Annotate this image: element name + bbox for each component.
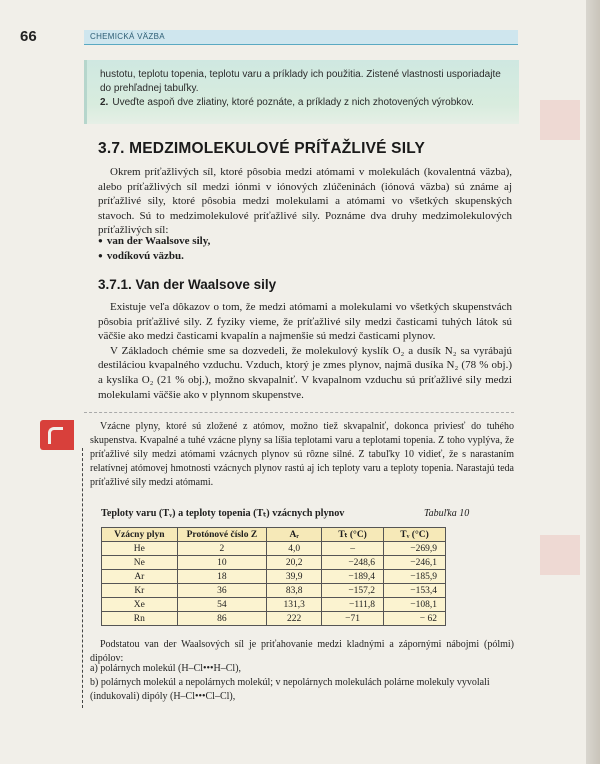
- next-page-edge: [586, 0, 600, 764]
- subsection-body: [98, 300, 512, 402]
- table-cell: −111,8: [322, 598, 384, 612]
- table-cell: Rn: [102, 612, 178, 626]
- show-through-mark: [540, 535, 580, 575]
- table-cell: 10: [177, 556, 266, 570]
- table-cell: Kr: [102, 584, 178, 598]
- table-cell: 131,3: [267, 598, 322, 612]
- table-cell: −157,2: [322, 584, 384, 598]
- table-cell: −71: [322, 612, 384, 626]
- list-item: a) polárnych molekúl (H–Cl•••H–Cl),: [90, 663, 242, 674]
- dipole-list: [90, 662, 514, 704]
- table-header-cell: Vzácny plyn: [102, 528, 178, 542]
- table-cell: −269,9: [384, 542, 446, 556]
- table-cell: 2: [177, 542, 266, 556]
- table-cell: 18: [177, 570, 266, 584]
- table-cell: −248,6: [322, 556, 384, 570]
- exercise-item-text: Uveďte aspoň dve zliatiny, ktoré poznáte, a príklady z nich zhotovených výrobkov.: [112, 97, 474, 108]
- table-cell: 20,2: [267, 556, 322, 570]
- running-header: [84, 30, 518, 45]
- paragraph: V Základoch chémie sme sa dozvedeli, že molekulový kyslík O₂ a dusík N₂ sa vyrábajú destiláciou kvapalného vzduchu. Vzduch, ktorý je zmes plynov, najmä dusíka N₂ (78 % obj.) a kyslíka O₂ (21 % obj.), možno skvapalniť. V kvapalnom vzduchu sú príťažlivé sily medzi molekulami väčšie ako v plynnom skupenstve.: [98, 344, 512, 401]
- table-row: [102, 556, 446, 570]
- show-through-mark: [540, 100, 580, 140]
- table-cell: He: [102, 542, 178, 556]
- table-header-cell: Tₜ (°C): [322, 528, 384, 542]
- paragraph: Podstatou van der Waalsových síl je priťahovanie medzi kladnými a zápornými nábojmi (pólmi) dipólov:: [90, 639, 514, 664]
- table-cell: 4,0: [267, 542, 322, 556]
- table-cell: −189,4: [322, 570, 384, 584]
- table-header-cell: Protónové číslo Z: [177, 528, 266, 542]
- table-cell: 36: [177, 584, 266, 598]
- exercise-item: [100, 96, 510, 110]
- bullet-list: [98, 234, 210, 264]
- table-cell: –: [322, 542, 384, 556]
- table-header-cell: Aᵣ: [267, 528, 322, 542]
- section-heading: 3.7. MEDZIMOLEKULOVÉ PRÍŤAŽLIVÉ SILY: [98, 140, 426, 157]
- table-cell: 54: [177, 598, 266, 612]
- table-cell: 86: [177, 612, 266, 626]
- paragraph: Vzácne plyny, ktoré sú zložené z atómov, možno tiež skvapalniť, dokonca priviesť do tuhého skupenstva. Kvapalné a tuhé vzácne plyny sa líšia teplotami varu a teplotami topenia. Z toho vyplýva, že príťažlivé sily medzi atómami vzácnych plynov sú rôzne silné. Z tabuľky 10 vidieť, že s narastaním relatívnej atómovej hmotnosti vzácnych plynov rastú aj ich teploty varu a teploty topenia. Narastajú teda príťažlivé sily medzi atómami.: [90, 421, 514, 488]
- table-cell: −246,1: [384, 556, 446, 570]
- table-cell: 222: [267, 612, 322, 626]
- table-row: [102, 542, 446, 556]
- table-cell: Xe: [102, 598, 178, 612]
- table-title: Teploty varu (Tᵥ) a teploty topenia (Tₜ) vzácnych plynov: [101, 508, 345, 519]
- table-row: [102, 598, 446, 612]
- section-paragraph: [98, 165, 512, 238]
- paragraph: Okrem príťažlivých síl, ktoré pôsobia medzi atómami v molekulách (kovalentná väzba), alebo príťažlivých síl medzi iónmi v iónových zlúčeninách (iónová väzba) sú známe aj príťažlivé sily, ktoré pôsobia medzi molekulami a atómami vo všetkých skupenských stavoch. Sú to medzimolekulové príťažlivé sily. Poznáme dva druhy medzimolekulových príťažlivých síl:: [98, 166, 512, 237]
- table-cell: Ar: [102, 570, 178, 584]
- page-number: 66: [20, 28, 37, 45]
- table-cell: −153,4: [384, 584, 446, 598]
- divider: [84, 412, 514, 413]
- table-row: [102, 570, 446, 584]
- exercise-line: hustotu, teplotu topenia, teplotu varu a príklady ich použitia. Zistené vlastnosti usporiadajte do prehľadnej tabuľky.: [100, 69, 501, 94]
- exercise-box: [84, 60, 519, 124]
- table-header-row: [102, 528, 446, 542]
- table-header-cell: Tᵥ (°C): [384, 528, 446, 542]
- running-header-text: CHEMICKÁ VÄZBA: [90, 32, 165, 41]
- extension-text: [90, 420, 514, 490]
- list-item: b) polárnych molekúl a nepolárnych molekúl; v nepolárnych molekulách polárne molekuly vyvolali (indukovali) dipóly (H–Cl•••Cl–Cl),: [90, 677, 490, 702]
- table-label: Tabuľka 10: [424, 508, 470, 519]
- extension-rule: [82, 448, 83, 708]
- exercise-item-number: 2.: [100, 97, 109, 108]
- table-cell: 39,9: [267, 570, 322, 584]
- bullet-item: ● van der Waalsove sily,: [98, 234, 210, 249]
- table-cell: 83,8: [267, 584, 322, 598]
- subsection-heading: 3.7.1. Van der Waalsove sily: [98, 277, 277, 292]
- table-cell: −185,9: [384, 570, 446, 584]
- noble-gas-table: [101, 527, 446, 626]
- table-row: [102, 584, 446, 598]
- extension-marker-icon: [40, 420, 74, 450]
- bullet-item: ● vodíkovú väzbu.: [98, 249, 210, 264]
- table-cell: −108,1: [384, 598, 446, 612]
- table-row: [102, 612, 446, 626]
- table-cell: Ne: [102, 556, 178, 570]
- paragraph: Existuje veľa dôkazov o tom, že medzi atómami a molekulami vo všetkých skupenstvách pôsobia príťažlivé sily. Z fyziky vieme, že príťažlivé sily medzi časticami tuhých látok sú väčšie ako medzi časticami kvapalín a najmenšie sú medzi časticami plynov.: [98, 301, 512, 343]
- table-cell: − 62: [384, 612, 446, 626]
